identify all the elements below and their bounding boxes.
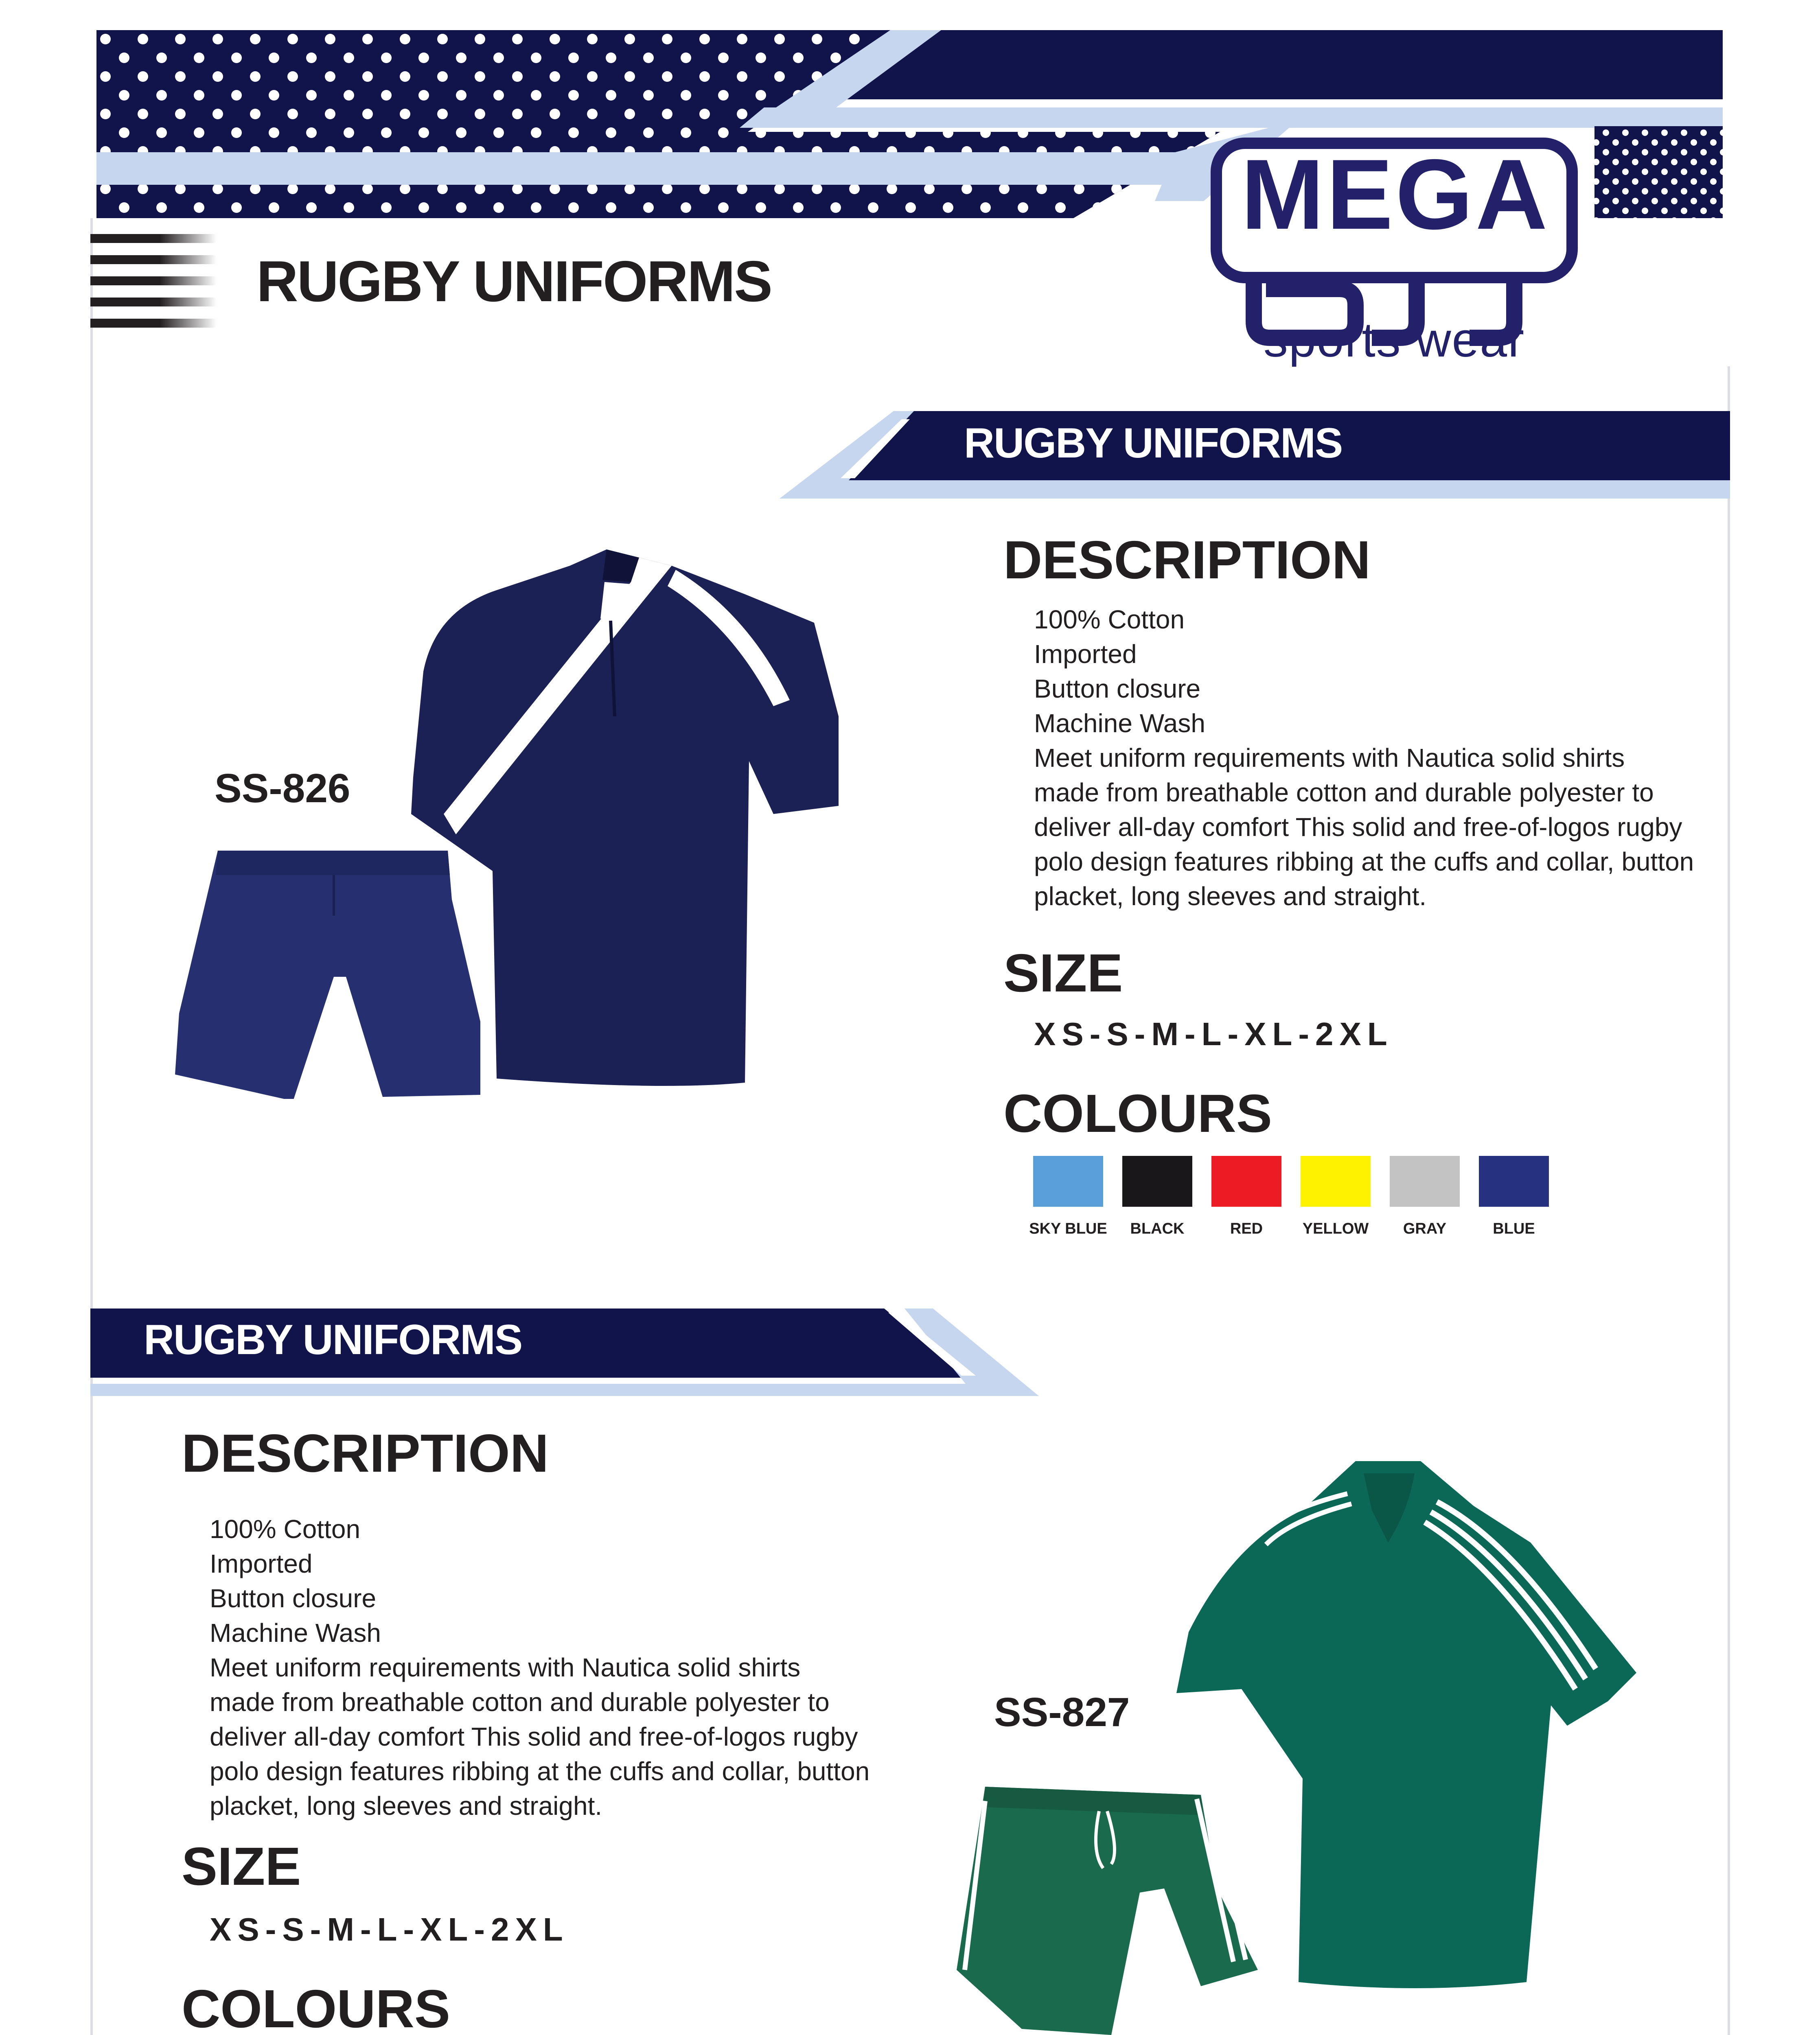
description-line: polo design features ribbing at the cuffs and collar, button bbox=[1034, 847, 1694, 876]
description-line: Button closure bbox=[210, 1584, 377, 1613]
description-line: deliver all-day comfort This solid and free-of-logos rugby bbox=[1034, 812, 1682, 842]
colour-swatch-sky-blue bbox=[1033, 1156, 1103, 1207]
description-line: Meet uniform requirements with Nautica solid shirts bbox=[1034, 743, 1625, 772]
description-line: polo design features ribbing at the cuffs and collar, button bbox=[210, 1757, 870, 1786]
product-2-colours-heading: COLOURS bbox=[182, 1979, 450, 2035]
description-line: placket, long sleeves and straight. bbox=[210, 1791, 602, 1821]
description-line: Machine Wash bbox=[1034, 709, 1205, 738]
description-line: Machine Wash bbox=[210, 1618, 381, 1648]
description-line: Imported bbox=[1034, 639, 1137, 669]
product-2-description-heading: DESCRIPTION bbox=[182, 1423, 549, 1483]
colour-label: YELLOW bbox=[1302, 1220, 1369, 1237]
product-2-description bbox=[210, 1512, 869, 1823]
product-1-colours-heading: COLOURS bbox=[1003, 1083, 1272, 1143]
product-2-size-heading: SIZE bbox=[182, 1836, 301, 1896]
description-line: 100% Cotton bbox=[1034, 605, 1185, 634]
logo-brand-text: MEGA bbox=[1241, 138, 1550, 250]
colour-swatch-blue bbox=[1479, 1156, 1549, 1207]
description-line: placket, long sleeves and straight. bbox=[1034, 882, 1427, 911]
product-1-size-heading: SIZE bbox=[1003, 943, 1123, 1003]
product-1-description-heading: DESCRIPTION bbox=[1003, 530, 1371, 590]
colour-swatch-yellow bbox=[1301, 1156, 1371, 1207]
colour-swatch-gray bbox=[1390, 1156, 1460, 1207]
description-line: made from breathable cotton and durable polyester to bbox=[210, 1687, 830, 1717]
colour-label: BLUE bbox=[1493, 1220, 1535, 1237]
description-line: Button closure bbox=[1034, 674, 1201, 703]
colour-label: RED bbox=[1230, 1220, 1263, 1237]
colour-swatch-red bbox=[1211, 1156, 1281, 1207]
description-line: 100% Cotton bbox=[210, 1514, 361, 1544]
colour-label: SKY BLUE bbox=[1029, 1220, 1107, 1237]
description-line: made from breathable cotton and durable polyester to bbox=[1034, 778, 1654, 807]
product-2-code: SS-827 bbox=[994, 1689, 1130, 1735]
product-1-code: SS-826 bbox=[215, 766, 350, 811]
product-2-image bbox=[948, 1461, 1640, 2035]
description-line: deliver all-day comfort This solid and free-of-logos rugby bbox=[210, 1722, 858, 1751]
page-frame-left bbox=[90, 218, 93, 2035]
product-2-banner-title: RUGBY UNIFORMS bbox=[144, 1316, 522, 1363]
logo-tagline: sports wear bbox=[1263, 313, 1525, 367]
page-frame-right bbox=[1728, 366, 1730, 2035]
product-1-description bbox=[1034, 602, 1694, 914]
colour-label: BLACK bbox=[1130, 1220, 1185, 1237]
description-line: Imported bbox=[210, 1549, 313, 1578]
product-2-sizes: XS-S-M-L-XL-2XL bbox=[210, 1911, 569, 1947]
product-1-image bbox=[171, 549, 855, 1099]
product-1-sizes: XS-S-M-L-XL-2XL bbox=[1034, 1016, 1393, 1052]
colour-swatch-black bbox=[1122, 1156, 1192, 1207]
stripes-icon bbox=[90, 234, 217, 332]
product-1-banner-title: RUGBY UNIFORMS bbox=[964, 420, 1343, 467]
description-line: Meet uniform requirements with Nautica solid shirts bbox=[210, 1653, 801, 1682]
colour-label: GRAY bbox=[1403, 1220, 1447, 1237]
page-title: RUGBY UNIFORMS bbox=[256, 249, 771, 314]
